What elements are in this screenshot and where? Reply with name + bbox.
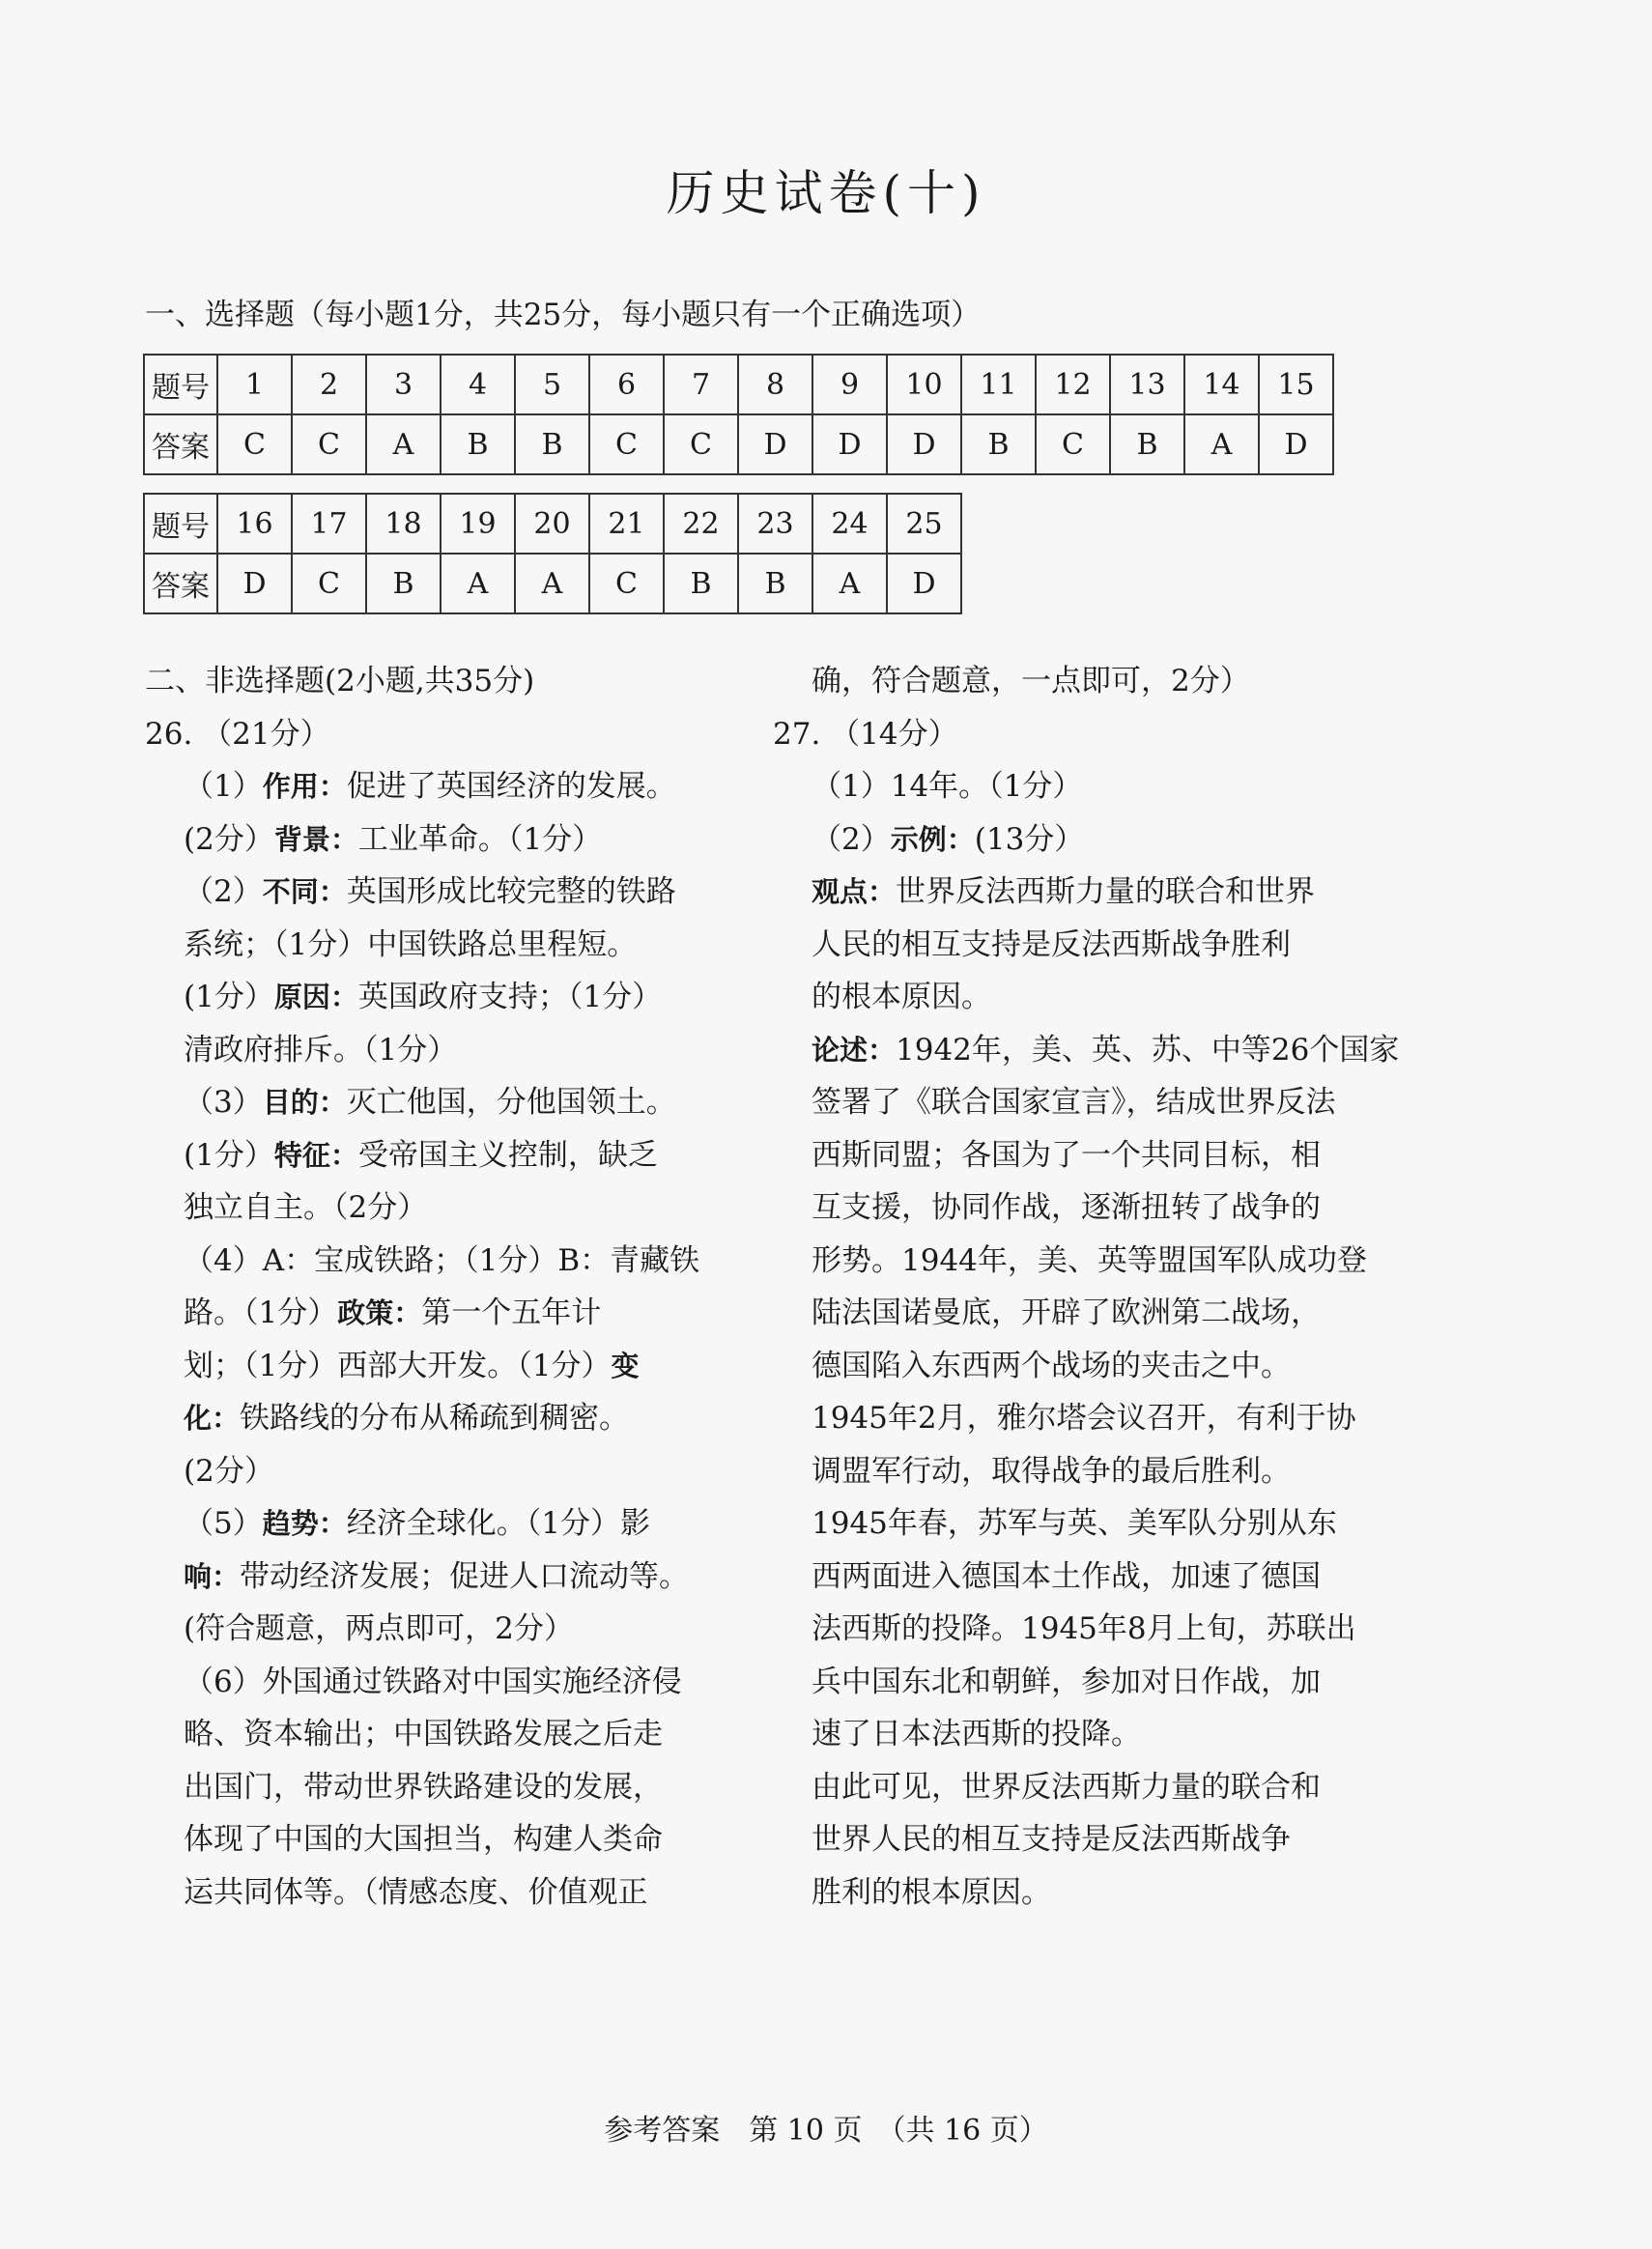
answer-text: 人民的相互支持是反法西斯战争胜利: [812, 926, 1291, 962]
answer-line: [145, 1340, 725, 1393]
question-number-cell: 13: [1110, 355, 1184, 414]
answer-text: 互支援，协同作战，逐渐扭转了战争的: [812, 1190, 1321, 1225]
answer-keyword: 不同：: [262, 875, 347, 908]
answer-line: [145, 866, 725, 919]
answer-line: [773, 1761, 1362, 1814]
answer-text: （1）: [184, 769, 263, 804]
answer-line: [773, 813, 1362, 867]
answer-text: (2分）: [184, 1453, 274, 1489]
answer-line: [773, 1024, 1400, 1077]
answer-line: [145, 1235, 725, 1288]
answer-cell: B: [1110, 414, 1184, 474]
page-title: 历史试卷(十): [666, 165, 986, 221]
answer-text: 世界人民的相互支持是反法西斯战争: [812, 1822, 1291, 1857]
question-number-cell: 10: [887, 355, 961, 414]
answer-text: (1分）: [184, 980, 274, 1014]
answer-keyword: 特征：: [273, 1138, 358, 1172]
answer-cell: A: [515, 554, 589, 613]
answer-text: 略、资本输出；中国铁路发展之后走: [184, 1717, 663, 1751]
row-label: 题号: [144, 355, 217, 414]
answer-cell: C: [664, 414, 738, 474]
answer-line: [773, 1708, 1362, 1761]
answer-line: [145, 1129, 725, 1182]
answer-keyword: 示例：: [890, 822, 975, 856]
answer-keyword: 背景：: [273, 822, 358, 856]
answer-text: （4）A：宝成铁路；（1分）B：青藏铁: [184, 1242, 700, 1278]
section1-heading: 一、选择题（每小题1分，共25分，每小题只有一个正确选项）: [145, 298, 982, 332]
question-number-cell: 8: [738, 355, 812, 414]
answer-text: 运共同体等。（情感态度、价值观正: [184, 1874, 648, 1910]
answer-text: 调盟军行动，取得战争的最后胜利。: [812, 1453, 1291, 1489]
answer-cell: B: [961, 414, 1036, 474]
answer-cell: C: [589, 414, 664, 474]
answer-keyword: 作用：: [262, 770, 347, 803]
answer-keyword: 变: [611, 1349, 640, 1382]
question-number-cell: 16: [217, 494, 292, 554]
question-27-heading: 27. （14分）: [773, 716, 958, 752]
answer-line: [773, 1551, 1362, 1604]
answer-line: [773, 760, 1362, 813]
answer-cell: D: [1259, 414, 1333, 474]
answer-text: （1）14年。（1分）: [812, 769, 1083, 804]
answer-cell: B: [515, 414, 589, 474]
question-26-continued: 确，符合题意，一点即可，2分）: [812, 664, 1250, 698]
answer-line: [773, 1076, 1362, 1129]
row-label: 题号: [144, 494, 217, 554]
answer-line: [145, 813, 725, 867]
answer-line: [773, 1497, 1362, 1551]
answer-cell: A: [441, 554, 515, 613]
question-number-cell: 12: [1036, 355, 1110, 414]
row-label: 答案: [144, 414, 217, 474]
answer-text: (符合题意，两点即可，2分）: [184, 1611, 574, 1646]
question-number-cell: 9: [812, 355, 887, 414]
question-number-cell: 20: [515, 494, 589, 554]
answer-text: 清政府排斥。（1分）: [184, 1032, 458, 1068]
answer-line: [145, 1445, 725, 1498]
answer-text: 路。（1分）: [184, 1295, 338, 1330]
answer-table-2: [143, 493, 962, 614]
answer-cell: C: [217, 414, 292, 474]
number-row: [144, 494, 961, 554]
answer-text: 速了日本法西斯的投降。: [812, 1717, 1141, 1751]
answer-cell: B: [738, 554, 812, 613]
answer-line: [145, 760, 725, 813]
question-number-cell: 24: [812, 494, 887, 554]
answer-keyword: 论述：: [812, 1033, 897, 1067]
answer-row: [144, 414, 1333, 474]
answer-line: [773, 1392, 1362, 1445]
answer-text: 形势。1944年，美、英等盟国军队成功登: [812, 1242, 1367, 1278]
answer-line: [145, 1813, 725, 1866]
answer-line: [773, 1340, 1362, 1393]
question-number-cell: 23: [738, 494, 812, 554]
answer-text: 带动经济发展；促进人口流动等。: [240, 1558, 690, 1594]
question-number-cell: 25: [887, 494, 961, 554]
answer-text: 西两面进入德国本土作战，加速了德国: [812, 1558, 1321, 1594]
question-number-cell: 4: [441, 355, 515, 414]
answer-text: 促进了英国经济的发展。: [346, 769, 676, 804]
answer-cell: D: [812, 414, 887, 474]
answer-line: [773, 919, 1362, 972]
question-number-cell: 18: [366, 494, 441, 554]
question-number-cell: 5: [515, 355, 589, 414]
answer-text: （2）: [184, 874, 263, 909]
answer-cell: D: [217, 554, 292, 613]
answer-keyword: 化：: [184, 1402, 241, 1435]
answer-line: [145, 1076, 725, 1129]
question-number-cell: 6: [589, 355, 664, 414]
answer-text: 由此可见，世界反法西斯力量的联合和: [812, 1769, 1321, 1805]
answer-line: [773, 1656, 1362, 1709]
answer-line: [145, 1181, 725, 1235]
question-number-cell: 15: [1259, 355, 1333, 414]
answer-text: 经济全球化。（1分）影: [346, 1506, 650, 1541]
answer-line: [145, 1287, 725, 1340]
answer-cell: C: [292, 414, 366, 474]
answer-text: 体现了中国的大国担当，构建人类命: [184, 1822, 663, 1857]
answer-cell: D: [738, 414, 812, 474]
answer-text: (13分）: [974, 821, 1085, 857]
answer-text: 1945年2月，雅尔塔会议召开，有利于协: [812, 1401, 1356, 1436]
answer-keyword: 响：: [184, 1559, 241, 1593]
answer-row: [144, 554, 961, 613]
answer-line: [773, 1287, 1362, 1340]
answer-text: (2分）: [184, 821, 274, 857]
question-number-cell: 7: [664, 355, 738, 414]
answer-text: (1分）: [184, 1137, 274, 1173]
answer-line: [145, 971, 725, 1024]
question-number-cell: 14: [1184, 355, 1259, 414]
answer-line: [145, 1761, 725, 1814]
answer-text: 法西斯的投降。1945年8月上旬，苏联出: [812, 1611, 1356, 1646]
answer-text: 世界反法西斯力量的联合和世界: [896, 874, 1316, 909]
answer-text: 陆法国诺曼底，开辟了欧洲第二战场，: [812, 1295, 1321, 1330]
answer-line: [773, 1129, 1362, 1182]
answer-keyword: 趋势：: [262, 1507, 347, 1540]
answer-cell: A: [366, 414, 441, 474]
answer-line: [773, 1235, 1367, 1288]
answer-text: 工业革命。（1分）: [357, 821, 603, 857]
question-number-cell: 19: [441, 494, 515, 554]
answer-cell: C: [1036, 414, 1110, 474]
question-number-cell: 11: [961, 355, 1036, 414]
page-footer: 参考答案 第 10 页 （共 16 页）: [604, 2114, 1048, 2148]
question-26-heading: 26. （21分）: [145, 716, 330, 752]
section2-heading: 二、非选择题(2小题,共35分): [145, 664, 535, 698]
answer-line: [773, 1866, 1362, 1920]
answer-text: 兵中国东北和朝鲜，参加对日作战，加: [812, 1664, 1321, 1699]
answer-keyword: 目的：: [262, 1086, 347, 1119]
answer-text: 胜利的根本原因。: [812, 1874, 1051, 1910]
answer-text: 的根本原因。: [812, 980, 991, 1014]
answer-line: [145, 1656, 725, 1709]
question-number-cell: 1: [217, 355, 292, 414]
question-26-body: [145, 760, 725, 1919]
answer-cell: D: [887, 554, 961, 613]
answer-text: 西斯同盟；各国为了一个共同目标，相: [812, 1137, 1321, 1173]
answer-line: [145, 1392, 725, 1445]
answer-line: [145, 1866, 725, 1920]
answer-text: 铁路线的分布从稀疏到稠密。: [240, 1401, 630, 1436]
answer-text: 出国门，带动世界铁路建设的发展，: [184, 1769, 663, 1805]
answer-line: [773, 1813, 1362, 1866]
answer-text: 划；（1分）西部大开发。（1分）: [184, 1348, 612, 1383]
question-number-cell: 17: [292, 494, 366, 554]
question-number-cell: 3: [366, 355, 441, 414]
question-number-cell: 22: [664, 494, 738, 554]
answer-line: [773, 1603, 1362, 1656]
answer-line: [145, 1551, 725, 1604]
answer-text: （3）: [184, 1085, 263, 1120]
answer-cell: B: [366, 554, 441, 613]
question-number-cell: 2: [292, 355, 366, 414]
row-label: 答案: [144, 554, 217, 613]
answer-text: 系统；（1分）中国铁路总里程短。: [184, 926, 638, 962]
answer-cell: A: [1184, 414, 1259, 474]
answer-table-1: [143, 354, 1334, 475]
answer-text: 1945年春，苏军与英、美军队分别从东: [812, 1506, 1337, 1541]
answer-line: [773, 1181, 1362, 1235]
answer-text: （6）外国通过铁路对中国实施经济侵: [184, 1664, 682, 1699]
answer-text: 灭亡他国，分他国领土。: [346, 1085, 676, 1120]
answer-cell: C: [292, 554, 366, 613]
answer-text: 德国陷入东西两个战场的夹击之中。: [812, 1348, 1291, 1383]
answer-text: 签署了《联合国家宣言》，结成世界反法: [812, 1085, 1336, 1120]
answer-line: [145, 1497, 725, 1551]
answer-text: （5）: [184, 1506, 263, 1541]
answer-line: [145, 1603, 725, 1656]
answer-text: （2）: [812, 821, 891, 857]
answer-line: [145, 919, 725, 972]
answer-cell: B: [664, 554, 738, 613]
answer-cell: A: [812, 554, 887, 613]
answer-text: 英国形成比较完整的铁路: [346, 874, 676, 909]
answer-line: [773, 866, 1362, 919]
right-column: [773, 655, 1400, 1919]
answer-keyword: 原因：: [273, 981, 358, 1013]
answer-line: [773, 971, 1362, 1024]
answer-line: [145, 1024, 725, 1077]
left-column: [145, 655, 725, 1919]
answer-keyword: 政策：: [337, 1296, 422, 1329]
answer-cell: B: [441, 414, 515, 474]
answer-cell: C: [589, 554, 664, 613]
answer-text: 1942年，美、英、苏、中等26个国家: [896, 1032, 1400, 1068]
answer-text: 独立自主。（2分）: [184, 1190, 428, 1225]
answer-keyword: 观点：: [812, 875, 897, 908]
question-27-body: [773, 760, 1400, 1919]
answer-line: [773, 1445, 1362, 1498]
answer-text: 受帝国主义控制，缺乏: [357, 1137, 658, 1173]
question-number-cell: 21: [589, 494, 664, 554]
answer-text: 第一个五年计: [421, 1295, 602, 1330]
number-row: [144, 355, 1333, 414]
answer-line: [145, 1708, 725, 1761]
answer-cell: D: [887, 414, 961, 474]
answer-text: 英国政府支持；（1分）: [357, 980, 663, 1014]
